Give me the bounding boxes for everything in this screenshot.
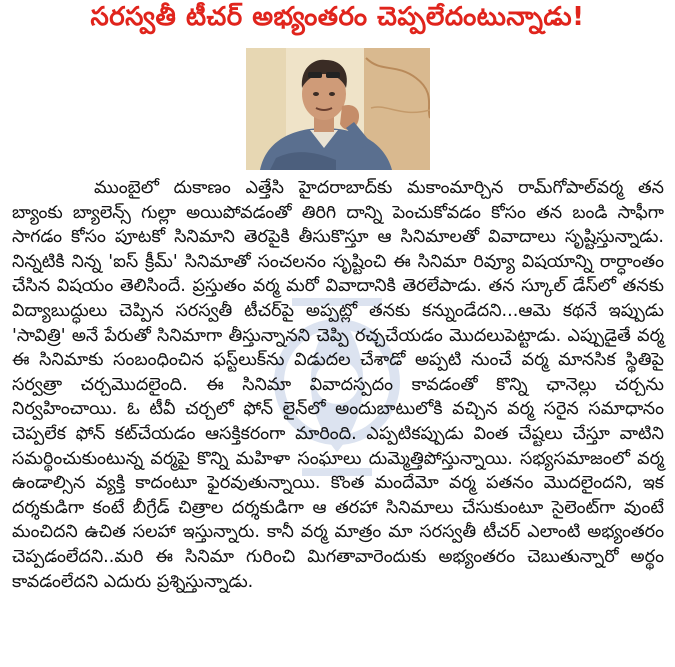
- portrait-photo: [246, 48, 430, 170]
- headline: సరస్వతీ టీచర్ అభ్యంతరం చెప్పలేదంటున్నాడు!: [90, 2, 585, 32]
- article-body: ముంబైలో దుకాణం ఎత్తేసి హైదరాబాద్‌కు మకాంమార్చిన రామ్‌గోపాల్‌వర్మ తన బ్యాంకు బ్యాలెన్స్ గుల్లా అయిపోవడంతో తిరిగి దాన్ని పెంచుకోవడం కోసం తన బండి సాఫీగా సాగడం కోసం పూటకో సినిమాని తెరపైకి తీసుకొస్తూ ఆ సినిమాలతో వివాదాలు సృష్టిస్తున్నాడు. నిన్నటికి నిన్న 'ఐస్ క్రీమ్' సినిమాతో సంచలనం సృష్టించి ఈ సినిమా రివ్యూ విషయాన్ని రార్ధాంతం చేసిన విషయం తెలిసిందే. ప్రస్తుతం వర్మ మరో వివాదానికి తెరలేపాడు. తన స్కూల్ డేస్‌లో తనకు విద్యాబుద్ధులు చెప్పిన సరస్వతీ టీచర్‌పై అప్పట్లో తనకు కన్నుండేదని...ఆమె కథనే ఇప్పుడు 'సావిత్రి' అనే పేరుతో సినిమాగా తీస్తున్నానని చెప్పి రచ్చచేయడం మొదలుపెట్టాడు. ఎప్పుడైతే వర్మ ఈ సినిమాకు సంబంధించిన ఫస్ట్‌లుక్‌ను విడుదల చేశాడో అప్పటి నుంచే వర్మ మానసిక స్థితిపై సర్వత్రా చర్చమొదలైంది. ఈ సినిమా వివాదస్పదం కావడంతో కొన్ని ఛానెల్లు చర్చను నిర్వహించాయి. ఓ టీవీ చర్చలో ఫోన్ లైన్‌లో అందుబాటులోకి వచ్చిన వర్మ సరైన సమాధానం చెప్పలేక ఫోన్ కట్‌చేయడం ఆసక్తికరంగా మారింది. ఎప్పటికప్పుడు వింత చేష్టలు చేస్తూ వాటిని సమర్థించుకుంటున్న వర్మపై కొన్ని మహిళా సంఘాలు దుమ్మెత్తిపోస్తున్నాయి. సభ్యసమాజంలో వర్మ ఉండాల్సిన వ్యక్తి కాదంటూ ఫైరవుతున్నాయి. కొంత మందేమో వర్మ పతనం మొదలైందని, ఇక దర్శకుడిగా కంటే బీగ్రేడ్ చిత్రాల దర్శకుడిగా ఆ తరహా సినిమాలు చేసుకుంటూ సైలెంట్‌గా వుంటే మంచిదని ఉచిత సలహా ఇస్తున్నారు. కానీ వర్మ మాత్రం మా సరస్వతీ టీచర్ ఎలాంటి అభ్యంతరం చెప్పడంలేదని..మరి ఈ సినిమా గురించి మిగతావారెందుకు అభ్యంతరం చెబుతున్నారో అర్థం కావడంలేదని ఎదురు ప్రశ్నిస్తున్నాడు.: [12, 178, 664, 592]
- article-photo: [246, 48, 430, 170]
